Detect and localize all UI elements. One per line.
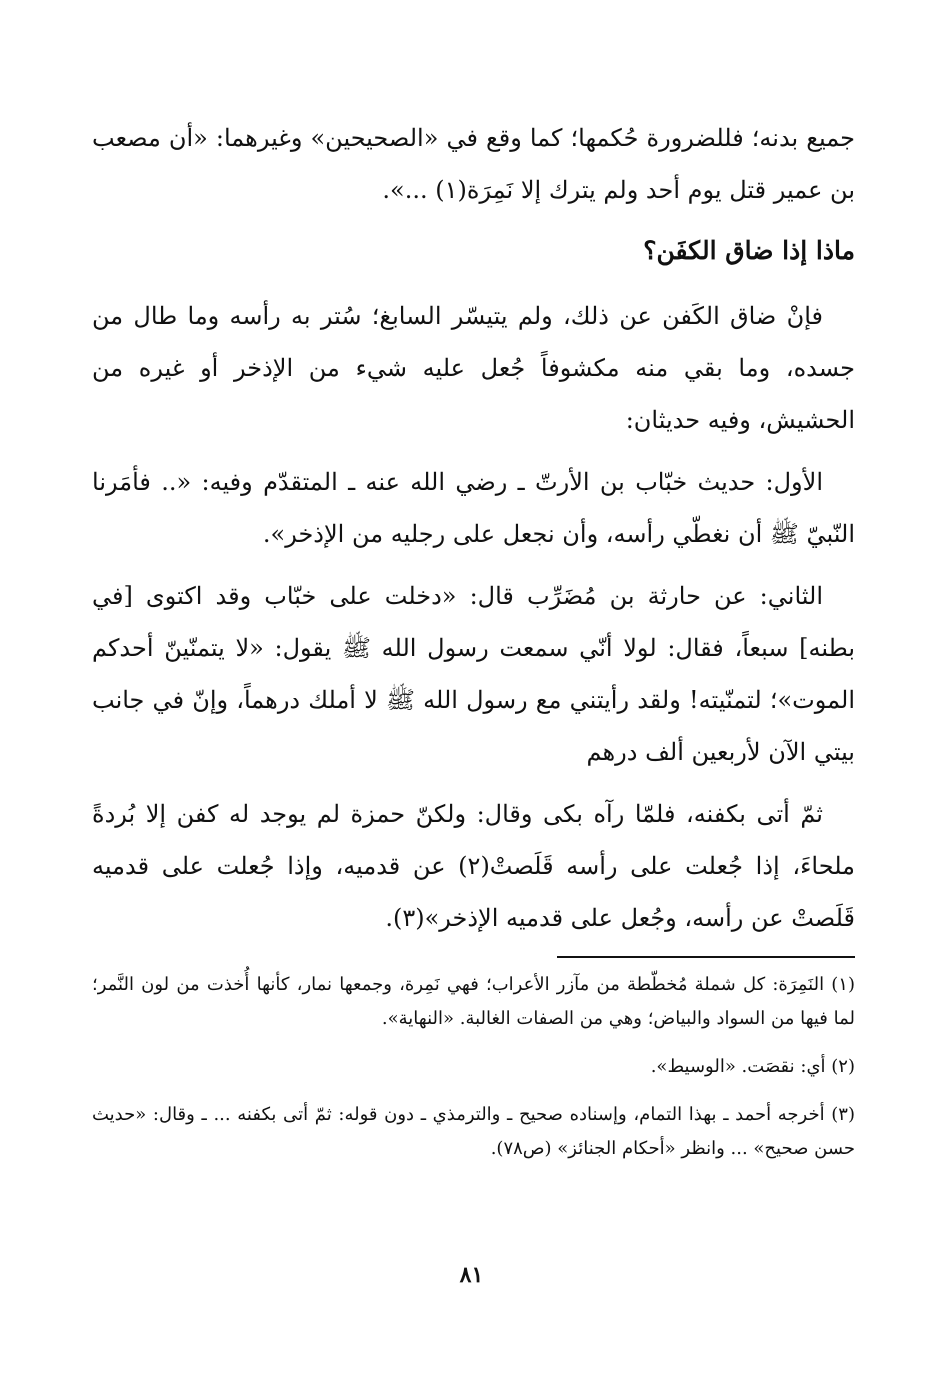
footnote-2: (٢) أي: نقصَت. «الوسيط». <box>650 1056 855 1077</box>
footnote-3: (٣) أخرجه أحمد ـ بهذا التمام، وإسناده صحيح ـ والترمذي ـ دون قوله: ثمّ أتى بكفنه ... ـ وقال: «حديث حسن صحيح» ... وانظر «أحكام الجنائز» (ص٧٨). <box>92 1104 855 1159</box>
paragraph-continuation: جميع بدنه؛ فللضرورة حُكمها؛ كما وقع في «الصحيحين» وغيرهما: «أن مصعب بن عمير قتل يوم أحد ولم يترك إلا نَمِرَة(١) ...». <box>92 124 855 204</box>
paragraph-shroud-short: فإنْ ضاق الكَفن عن ذلك، ولم يتيسّر السابغ؛ سُتر به رأسه وما طال من جسده، وما بقي منه مكشوفاً جُعل عليه شيء من الإذخر أو غيره من الحشيش، وفيه حديثان: <box>92 302 855 434</box>
footnotes <box>92 968 855 1180</box>
paragraph-second-hadith: الثاني: عن حارثة بن مُضَرِّب قال: «دخلت على خبّاب وقد اكتوى [في بطنه] سبعاً، فقال: لولا أنّي سمعت رسول الله ﷺ يقول: «لا يتمنّينّ أحدكم الموت»؛ لتمنّيته! ولقد رأيتني مع رسول الله ﷺ لا أملك درهماً، وإنّ في جانب بيتي الآن لأربعين ألف درهم <box>92 582 855 766</box>
paragraph-first-hadith: الأول: حديث خبّاب بن الأرتّ ـ رضي الله عنه ـ المتقدّم وفيه: «.. فأمَرنا النّبيّ ﷺ أن نغطّي رأسه، وأن نجعل على رجليه من الإذخر». <box>92 468 855 548</box>
footnote-divider <box>557 956 855 958</box>
page-number: ٨١ <box>459 1262 484 1288</box>
main-text <box>92 112 855 954</box>
section-heading: ماذا إذا ضاق الكفَن؟ <box>643 236 855 265</box>
footnote-1: (١) النَمِرَة: كل شملة مُخطّطة من مآزر الأعراب؛ فهي نَمِرة، وجمعها نمار، كأنها أُخذت من لون النَّمر؛ لما فيها من السواد والبياض؛ وهي من الصفات الغالبة. «النهاية». <box>92 974 855 1029</box>
paragraph-hamza: ثمّ أتى بكفنه، فلمّا رآه بكى وقال: ولكنّ حمزة لم يوجد له كفن إلا بُردةً ملحاءَ، إذا جُعلت على رأسه قَلَصتْ(٢) عن قدميه، وإذا جُعلت على قدميه قَلَصتْ عن رأسه، وجُعل على قدميه الإذخر»(٣). <box>92 800 855 932</box>
